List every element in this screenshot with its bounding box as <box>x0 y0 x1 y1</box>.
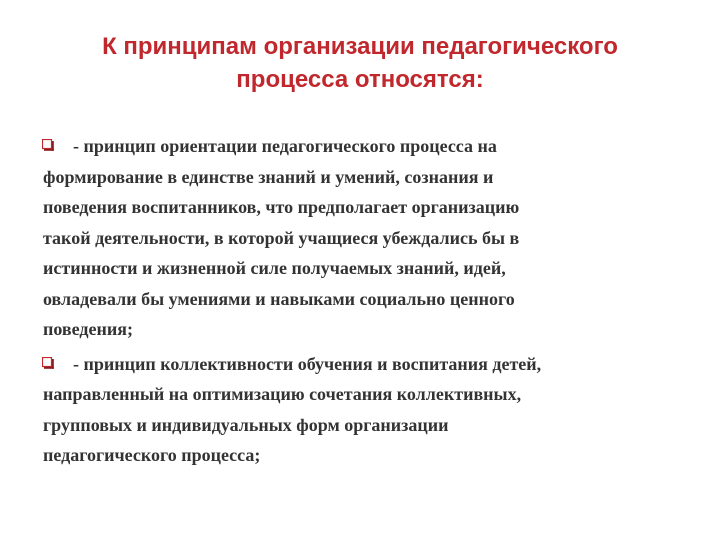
bullet-item <box>43 131 673 345</box>
checkbox-square-icon <box>42 357 54 369</box>
bullet-line: такой деятельности, в которой учащиеся убеждались бы в <box>43 227 520 248</box>
slide-title-line: процесса относятся: <box>236 66 484 93</box>
bullet-list <box>43 131 673 475</box>
bullet-line: поведения воспитанников, что предполагает организацию <box>43 197 520 217</box>
bullet-line: овладевали бы умениями и навыками социально ценного <box>43 288 515 309</box>
bullet-line: поведения; <box>43 319 133 339</box>
slide-title <box>40 30 680 96</box>
bullet-item <box>43 349 673 471</box>
checkbox-square-icon <box>42 139 54 151</box>
bullet-line: групповых и индивидуальных форм организации <box>43 414 449 435</box>
bullet-text <box>43 349 673 471</box>
bullet-line: истинности и жизненной силе получаемых знаний, идей, <box>43 258 506 278</box>
bullet-line: - принцип коллективности обучения и воспитания детей, <box>73 353 542 374</box>
bullet-line: формирование в единстве знаний и умений, сознания и <box>43 166 494 187</box>
bullet-line: направленный на оптимизацию сочетания коллективных, <box>43 384 522 404</box>
bullet-text <box>43 131 673 345</box>
bullet-line: - принцип ориентации педагогического процесса на <box>73 136 497 156</box>
slide-title-line: К принципам организации педагогического <box>102 33 618 60</box>
bullet-line: педагогического процесса; <box>43 445 261 465</box>
